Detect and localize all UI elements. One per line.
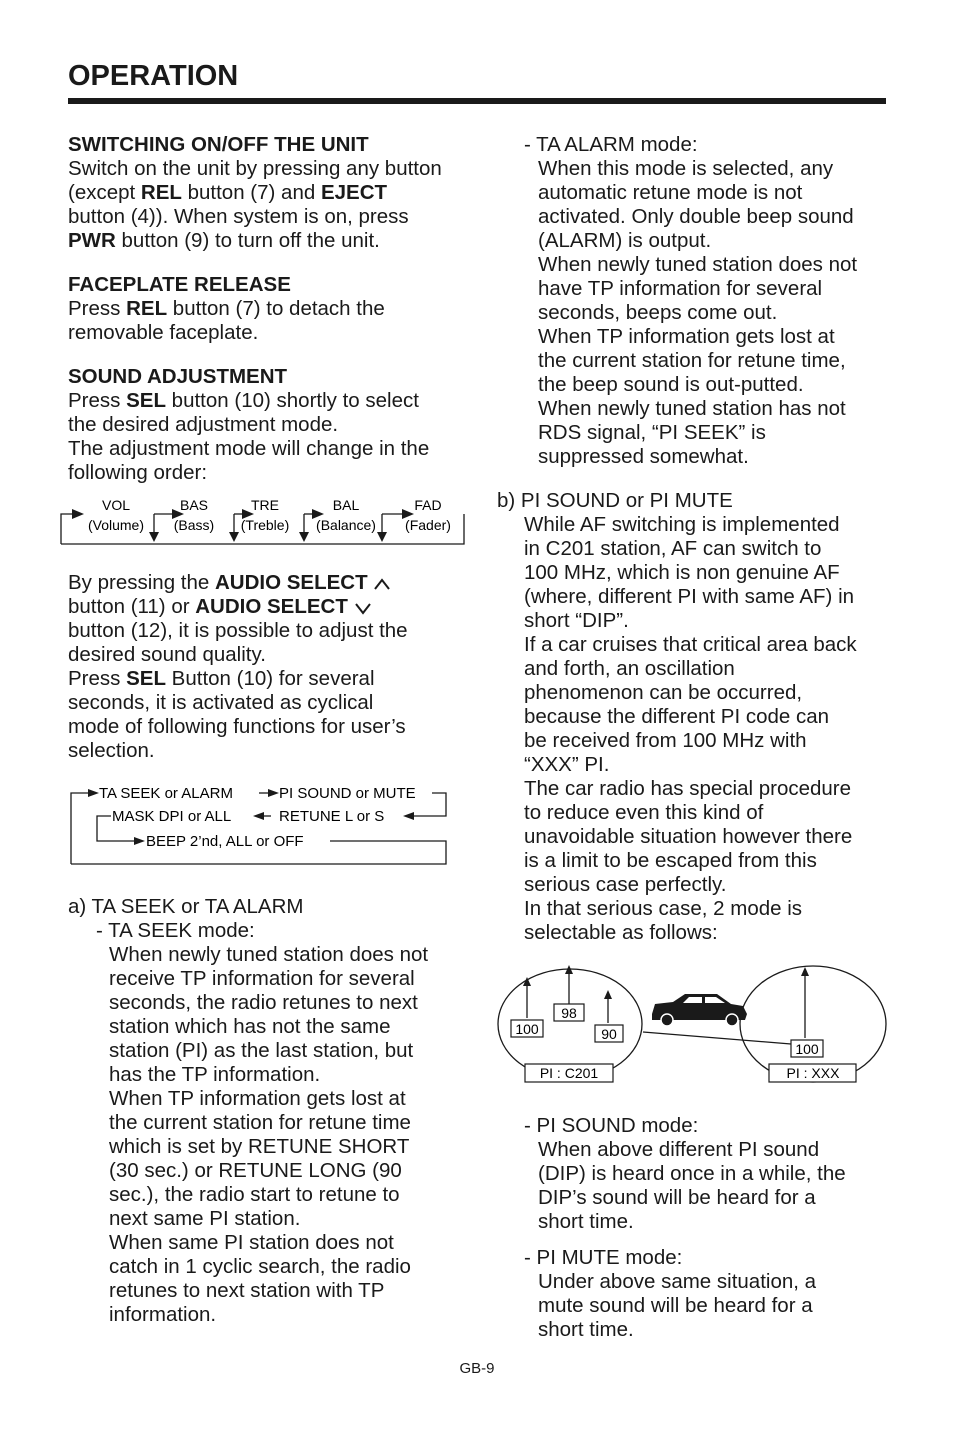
body-line: and forth, an oscillation: [524, 657, 735, 680]
body-line: serious case perfectly.: [524, 873, 727, 896]
body-line: mode of following functions for user’s: [68, 715, 406, 738]
body-line: In that serious case, 2 mode is: [524, 897, 803, 920]
section-heading: FACEPLATE RELEASE: [68, 273, 291, 296]
title-rule: [68, 98, 886, 104]
body-line: button (4)). When system is on, press: [68, 205, 409, 228]
body-line: short “DIP”.: [524, 609, 629, 632]
ta-seek-section: [68, 895, 488, 1327]
cycle-item: MASK DPI or ALL: [112, 808, 232, 825]
chevron-down-icon: [354, 601, 372, 615]
list-heading: b) PI SOUND or PI MUTE: [497, 489, 733, 512]
body-line: information.: [109, 1303, 217, 1326]
left-column-2: [68, 571, 488, 763]
body-line: The adjustment mode will change in the: [68, 437, 430, 460]
sub-heading: - PI MUTE mode:: [524, 1246, 683, 1269]
cycle-item: TA SEEK or ALARM: [99, 785, 233, 802]
body-line: Press SEL Button (10) for several: [68, 667, 375, 690]
body-line: Press SEL button (10) shortly to select: [68, 389, 419, 412]
body-line: receive TP information for several: [109, 967, 415, 990]
order-item-abbr: VOL: [101, 497, 131, 513]
body-line: When this mode is selected, any: [538, 157, 834, 180]
right-column: [524, 133, 904, 469]
body-line: Press REL button (7) to detach the: [68, 297, 385, 320]
body-line: phenomenon can be occurred,: [524, 681, 803, 704]
body-line: By pressing the AUDIO SELECT: [68, 571, 488, 595]
body-line: When same PI station does not: [109, 1231, 394, 1254]
pi-label: PI : C201: [539, 1065, 599, 1081]
body-line: unavoidable situation however there: [524, 825, 853, 848]
body-line: the beep sound is out-putted.: [538, 373, 804, 396]
body-line: Switch on the unit by pressing any button: [68, 157, 442, 180]
body-line: have TP information for several: [538, 277, 823, 300]
body-line: in C201 station, AF can switch to: [524, 537, 822, 560]
body-line: the current station for retune time: [109, 1111, 411, 1134]
sub-heading: - TA SEEK mode:: [96, 919, 255, 942]
cycle-item: PI SOUND or MUTE: [279, 785, 416, 802]
order-item-abbr: BAL: [332, 497, 360, 513]
body-line: PWR button (9) to turn off the unit.: [68, 229, 380, 252]
frequency-label: 100: [795, 1041, 819, 1057]
body-line: 100 MHz, which is non genuine AF: [524, 561, 840, 584]
body-line: RDS signal, “PI SEEK” is: [538, 421, 766, 444]
body-line: DIP’s sound will be heard for a: [538, 1186, 816, 1209]
order-item-name: (Volume): [87, 517, 145, 533]
body-line: seconds, it is activated as cyclical: [68, 691, 374, 714]
body-line: suppressed somewhat.: [538, 445, 749, 468]
order-item-abbr: FAD: [414, 497, 442, 513]
body-line: When newly tuned station has not: [538, 397, 846, 420]
body-line: selectable as follows:: [524, 921, 718, 944]
body-line: (ALARM) is output.: [538, 229, 712, 252]
arrow-down-icon: [229, 532, 239, 542]
body-line: sec.), the radio start to retune to: [109, 1183, 400, 1206]
ta-alarm-text: [524, 157, 904, 469]
body-line: When newly tuned station does not: [538, 253, 858, 276]
frequency-label: 98: [561, 1005, 577, 1021]
pi-area-diagram: [495, 962, 890, 1087]
body-line: which is set by RETUNE SHORT: [109, 1135, 410, 1158]
body-line: the desired adjustment mode.: [68, 413, 339, 436]
body-line: seconds, the radio retunes to next: [109, 991, 418, 1014]
car-icon: [652, 994, 747, 1026]
body-line: to reduce even this kind of: [524, 801, 764, 824]
body-line: “XXX” PI.: [524, 753, 610, 776]
body-line: the current station for retune time,: [538, 349, 846, 372]
adjustment-order-diagram: [58, 492, 468, 552]
body-line: short time.: [538, 1210, 634, 1233]
list-heading: a) TA SEEK or TA ALARM: [68, 895, 304, 918]
body-line: following order:: [68, 461, 208, 484]
body-line: (DIP) is heard once in a while, the: [538, 1162, 846, 1185]
body-line: button (11) or AUDIO SELECT: [68, 595, 488, 619]
frequency-label: 90: [601, 1026, 617, 1042]
body-line: If a car cruises that critical area back: [524, 633, 857, 656]
body-line: be received from 100 MHz with: [524, 729, 807, 752]
arrow-down-icon: [299, 532, 309, 542]
body-line: When above different PI sound: [538, 1138, 820, 1161]
body-line: selection.: [68, 739, 155, 762]
sub-heading: - PI SOUND mode:: [524, 1114, 699, 1137]
body-line: mute sound will be heard for a: [538, 1294, 813, 1317]
chevron-up-icon: [373, 577, 391, 591]
page-title: OPERATION: [68, 60, 239, 92]
body-line: automatic retune mode is not: [538, 181, 803, 204]
order-item-name: (Fader): [405, 517, 451, 533]
body-line: While AF switching is implemented: [524, 513, 840, 536]
body-line: When TP information gets lost at: [538, 325, 835, 348]
body-line: When newly tuned station does not: [109, 943, 429, 966]
order-item-abbr: BAS: [179, 497, 209, 513]
cycle-item: RETUNE L or S: [279, 808, 385, 825]
pi-sound-mode-section: [524, 1114, 904, 1342]
frequency-label: 100: [515, 1021, 539, 1037]
cyclical-mode-diagram: [66, 780, 450, 870]
order-item-name: (Bass): [173, 517, 215, 533]
order-item-name: (Balance): [316, 517, 376, 533]
cycle-item: BEEP 2’nd, ALL or OFF: [146, 833, 304, 850]
body-line: next same PI station.: [109, 1207, 301, 1230]
ta-seek-text: [68, 943, 488, 1327]
body-line: station which has not the same: [109, 1015, 391, 1038]
pi-sound-mode-text: [524, 1138, 904, 1234]
pi-mute-mode-text: [524, 1270, 904, 1342]
body-line: has the TP information.: [109, 1063, 321, 1086]
page-number: GB-9: [459, 1360, 495, 1377]
body-line: retunes to next station with TP: [109, 1279, 385, 1302]
section-heading: SOUND ADJUSTMENT: [68, 365, 288, 388]
order-item-name: (Treble): [240, 517, 290, 533]
pi-label: PI : XXX: [786, 1065, 840, 1081]
pi-sound-text: [497, 513, 897, 945]
left-column: [68, 133, 488, 485]
body-line: short time.: [538, 1318, 634, 1341]
body-line: activated. Only double beep sound: [538, 205, 854, 228]
body-line: station (PI) as the last station, but: [109, 1039, 414, 1062]
body-line: The car radio has special procedure: [524, 777, 852, 800]
pi-sound-section: [497, 489, 897, 945]
body-line: (where, different PI with same AF) in: [524, 585, 855, 608]
body-line: because the different PI code can: [524, 705, 830, 728]
sub-heading: - TA ALARM mode:: [524, 133, 698, 156]
body-line: When TP information gets lost at: [109, 1087, 406, 1110]
body-line: seconds, beeps come out.: [538, 301, 778, 324]
arrow-down-icon: [377, 532, 387, 542]
section-heading: SWITCHING ON/OFF THE UNIT: [68, 133, 369, 156]
body-line: catch in 1 cyclic search, the radio: [109, 1255, 411, 1278]
body-line: (30 sec.) or RETUNE LONG (90: [109, 1159, 402, 1182]
body-line: removable faceplate.: [68, 321, 259, 344]
body-line: is a limit to be escaped from this: [524, 849, 817, 872]
order-item-abbr: TRE: [251, 497, 279, 513]
body-line: (except REL button (7) and EJECT: [68, 181, 388, 204]
arrow-down-icon: [149, 532, 159, 542]
body-line: button (12), it is possible to adjust the: [68, 619, 408, 642]
body-line: Under above same situation, a: [538, 1270, 817, 1293]
body-line: desired sound quality.: [68, 643, 266, 666]
